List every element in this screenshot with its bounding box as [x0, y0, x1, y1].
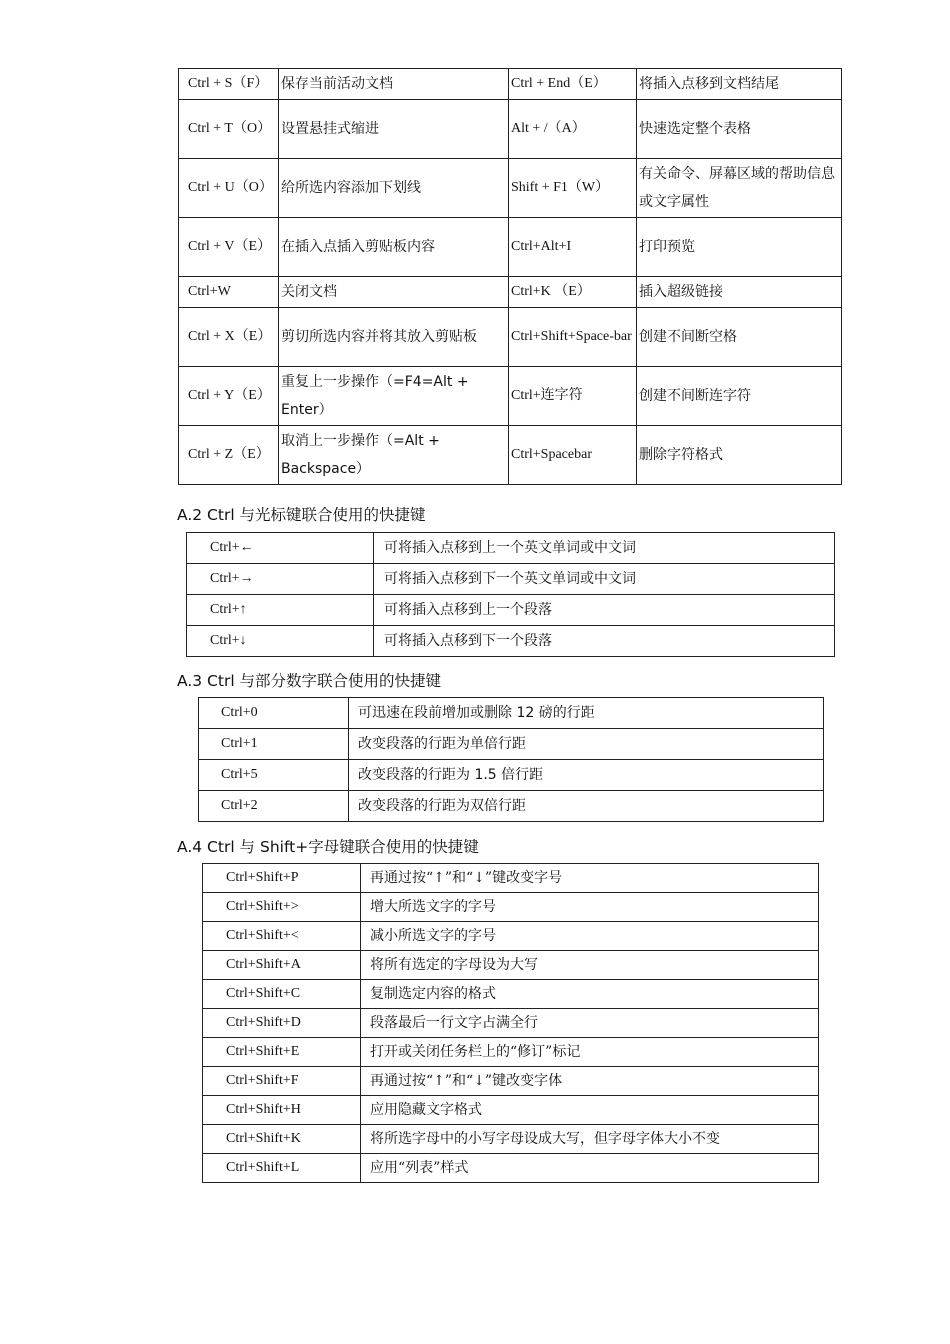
shortcut-description: 将插入点移到文档结尾 — [637, 69, 842, 100]
table-row — [179, 308, 842, 367]
shortcut-description: 可将插入点移到下一个段落 — [374, 626, 835, 657]
table-row — [203, 980, 819, 1009]
table-row — [179, 426, 842, 485]
table-row — [187, 564, 835, 595]
shortcut-key: Shift + F1（W） — [509, 159, 637, 218]
table-row — [187, 595, 835, 626]
table-row — [179, 159, 842, 218]
shortcut-key: Ctrl+Shift+D — [203, 1009, 361, 1038]
shortcut-description: 可将插入点移到上一个英文单词或中文词 — [374, 533, 835, 564]
shortcut-key: Ctrl+Shift+F — [203, 1067, 361, 1096]
table-row — [203, 1125, 819, 1154]
table-row — [199, 698, 824, 729]
shortcut-table-ctrl-digits — [198, 697, 824, 822]
shortcut-key: Ctrl+Shift+A — [203, 951, 361, 980]
table-row — [203, 1154, 819, 1183]
shortcut-description: 剪切所选内容并将其放入剪贴板 — [279, 308, 509, 367]
shortcut-key: Ctrl+→ — [187, 564, 374, 595]
shortcut-key: Ctrl+Shift+L — [203, 1154, 361, 1183]
table-row — [199, 729, 824, 760]
table-row — [203, 922, 819, 951]
shortcut-description: 设置悬挂式缩进 — [279, 100, 509, 159]
section-heading-a2: A.2 Ctrl 与光标键联合使用的快捷键 — [177, 506, 426, 524]
shortcut-key: Ctrl + Z（E） — [179, 426, 279, 485]
shortcut-description: 重复上一步操作（=F4=Alt + Enter） — [279, 367, 509, 426]
shortcut-description: 改变段落的行距为单倍行距 — [349, 729, 824, 760]
table-row — [179, 277, 842, 308]
shortcut-key: Ctrl+Shift+> — [203, 893, 361, 922]
shortcut-key: Ctrl + V（E） — [179, 218, 279, 277]
shortcut-key: Ctrl+0 — [199, 698, 349, 729]
table-row — [187, 626, 835, 657]
shortcut-description: 应用隐藏文字格式 — [361, 1096, 819, 1125]
shortcut-description: 打印预览 — [637, 218, 842, 277]
shortcut-description: 插入超级链接 — [637, 277, 842, 308]
shortcut-key: Ctrl+5 — [199, 760, 349, 791]
shortcut-description: 再通过按“↑”和“↓”键改变字号 — [361, 864, 819, 893]
shortcut-key: Ctrl + X（E） — [179, 308, 279, 367]
table-row — [203, 1038, 819, 1067]
shortcut-description: 改变段落的行距为 1.5 倍行距 — [349, 760, 824, 791]
shortcut-key: Alt + /（A） — [509, 100, 637, 159]
shortcut-key: Ctrl+↓ — [187, 626, 374, 657]
shortcut-description: 应用“列表”样式 — [361, 1154, 819, 1183]
shortcut-key: Ctrl + Y（E） — [179, 367, 279, 426]
shortcut-key: Ctrl+← — [187, 533, 374, 564]
shortcut-key: Ctrl+Shift+E — [203, 1038, 361, 1067]
table-row — [203, 1009, 819, 1038]
section-heading-a4: A.4 Ctrl 与 Shift+字母键联合使用的快捷键 — [177, 838, 479, 856]
shortcut-description: 删除字符格式 — [637, 426, 842, 485]
table-row — [179, 218, 842, 277]
shortcut-key: Ctrl + S（F） — [179, 69, 279, 100]
table-row — [199, 760, 824, 791]
shortcut-key: Ctrl+Alt+I — [509, 218, 637, 277]
shortcut-description: 创建不间断连字符 — [637, 367, 842, 426]
table-row — [179, 69, 842, 100]
shortcut-description: 增大所选文字的字号 — [361, 893, 819, 922]
shortcut-description: 可将插入点移到上一个段落 — [374, 595, 835, 626]
table-row — [203, 951, 819, 980]
shortcut-key: Ctrl+1 — [199, 729, 349, 760]
shortcut-key: Ctrl+Shift+< — [203, 922, 361, 951]
shortcut-key: Ctrl+W — [179, 277, 279, 308]
shortcut-description: 保存当前活动文档 — [279, 69, 509, 100]
shortcut-description: 可迅速在段前增加或删除 12 磅的行距 — [349, 698, 824, 729]
shortcut-description: 段落最后一行文字占满全行 — [361, 1009, 819, 1038]
shortcut-description: 减小所选文字的字号 — [361, 922, 819, 951]
shortcut-key: Ctrl + T（O） — [179, 100, 279, 159]
shortcut-description: 可将插入点移到下一个英文单词或中文词 — [374, 564, 835, 595]
shortcut-key: Ctrl+K （E） — [509, 277, 637, 308]
shortcut-key: Ctrl+↑ — [187, 595, 374, 626]
section-heading-a3: A.3 Ctrl 与部分数字联合使用的快捷键 — [177, 672, 442, 690]
table-row — [187, 533, 835, 564]
shortcut-key: Ctrl+Shift+H — [203, 1096, 361, 1125]
shortcut-description: 创建不间断空格 — [637, 308, 842, 367]
table-row — [203, 1067, 819, 1096]
shortcut-key: Ctrl+2 — [199, 791, 349, 822]
shortcut-key: Ctrl + U（O） — [179, 159, 279, 218]
shortcut-description: 在插入点插入剪贴板内容 — [279, 218, 509, 277]
shortcut-description: 快速选定整个表格 — [637, 100, 842, 159]
shortcut-key: Ctrl+Shift+K — [203, 1125, 361, 1154]
table-row — [203, 893, 819, 922]
table-row — [203, 1096, 819, 1125]
shortcut-description: 有关命令、屏幕区域的帮助信息或文字属性 — [637, 159, 842, 218]
shortcut-description: 关闭文档 — [279, 277, 509, 308]
shortcut-description: 再通过按“↑”和“↓”键改变字体 — [361, 1067, 819, 1096]
shortcut-description: 将所有选定的字母设为大写 — [361, 951, 819, 980]
shortcut-description: 复制选定内容的格式 — [361, 980, 819, 1009]
shortcut-description: 取消上一步操作（=Alt + Backspace） — [279, 426, 509, 485]
shortcut-key: Ctrl+Shift+C — [203, 980, 361, 1009]
shortcut-description: 改变段落的行距为双倍行距 — [349, 791, 824, 822]
table-row — [179, 100, 842, 159]
shortcut-table-ctrl-letters — [178, 68, 842, 485]
shortcut-key: Ctrl+Spacebar — [509, 426, 637, 485]
shortcut-description: 给所选内容添加下划线 — [279, 159, 509, 218]
shortcut-key: Ctrl+Shift+Space-bar — [509, 308, 637, 367]
shortcut-table-ctrl-arrows — [186, 532, 835, 657]
shortcut-description: 打开或关闭任务栏上的“修订”标记 — [361, 1038, 819, 1067]
table-row — [199, 791, 824, 822]
shortcut-table-ctrl-shift-letters — [202, 863, 819, 1183]
shortcut-key: Ctrl+连字符 — [509, 367, 637, 426]
shortcut-key: Ctrl + End（E） — [509, 69, 637, 100]
shortcut-description: 将所选字母中的小写字母设成大写，但字母字体大小不变 — [361, 1125, 819, 1154]
shortcut-key: Ctrl+Shift+P — [203, 864, 361, 893]
table-row — [203, 864, 819, 893]
table-row — [179, 367, 842, 426]
